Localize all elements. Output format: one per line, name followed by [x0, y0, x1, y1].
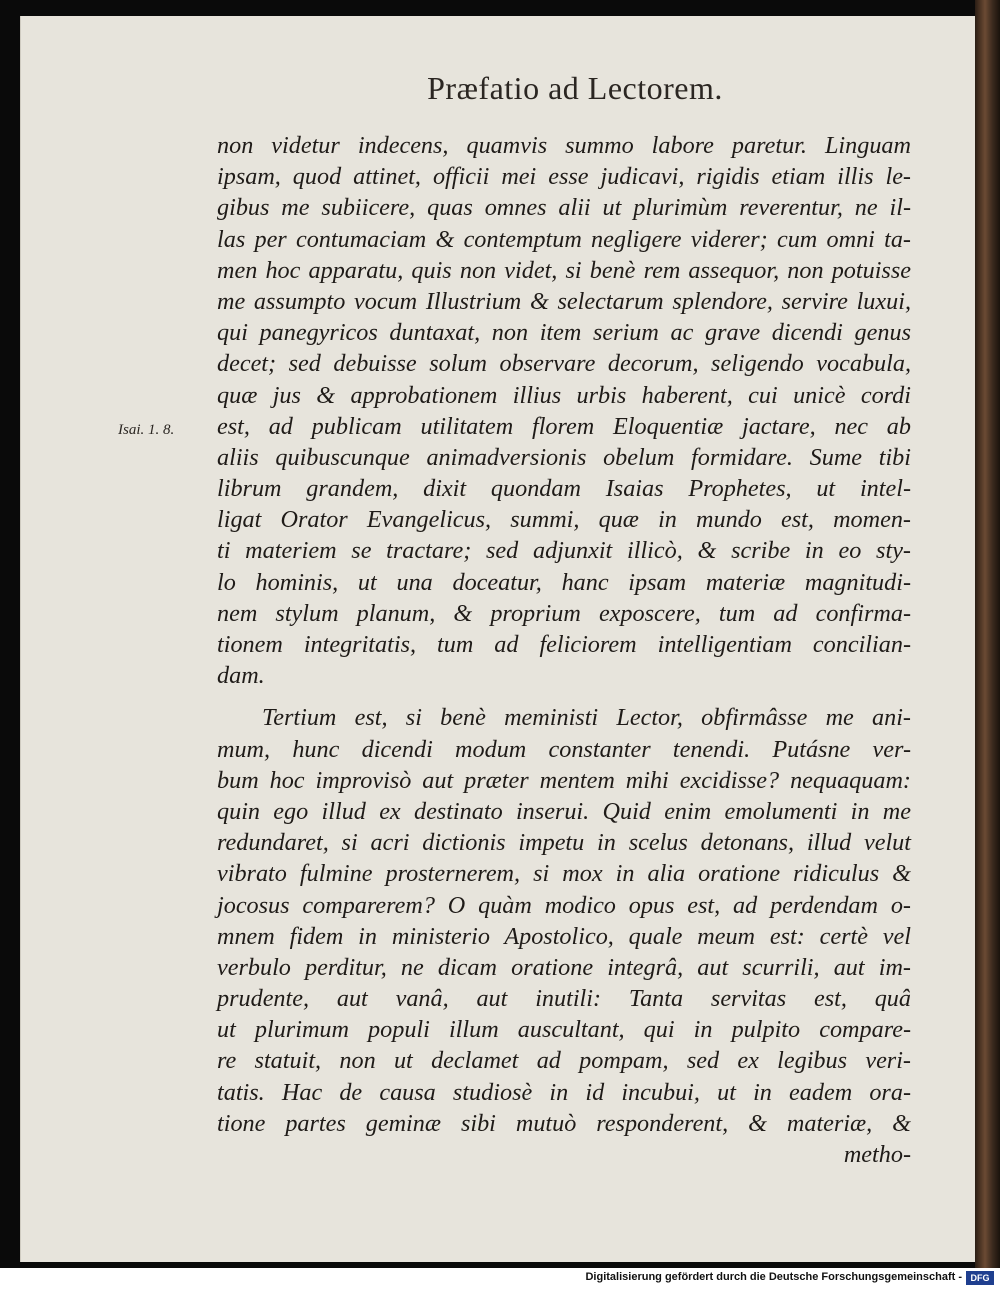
text-line: jocosus comparerem? O quàm modico opus est, ad perdendam o-: [217, 891, 911, 919]
text-line: tionem integritatis, tum ad feliciorem intelligentiam concilian-: [217, 631, 911, 658]
text-line: aliis quibuscunque animadversionis obelum formidare. Sume tibi: [217, 443, 911, 471]
body-text: [217, 130, 911, 1170]
text-line: las per contumaciam & contemptum negligere viderer; cum omni ta-: [217, 225, 911, 253]
text-line: non videtur indecens, quamvis summo labore paretur. Linguam: [217, 132, 911, 159]
text-line: me assumpto vocum Illustrium & selectarum splendore, servire luxui,: [217, 287, 911, 315]
text-line: verbulo perditur, ne dicam oratione integrâ, aut scurrili, aut im-: [217, 953, 911, 981]
text-line: re statuit, non ut declamet ad pompam, sed ex legibus veri-: [217, 1047, 911, 1075]
text-line: vibrato fulmine prosternerem, si mox in alia oratione ridiculus &: [217, 860, 911, 888]
text-line: bum hoc improvisò aut præter mentem mihi excidisse? nequaquam:: [217, 766, 911, 794]
text-line: mnem fidem in ministerio Apostolico, quale meum est: certè vel: [217, 922, 911, 950]
text-line: Tertium est, si benè meministi Lector, obfirmâsse me ani-: [262, 704, 911, 732]
dfg-credit: Digitalisierung gefördert durch die Deutsche Forschungsgemeinschaft -: [585, 1271, 962, 1283]
text-line: redundaret, si acri dictionis impetu in scelus detonans, illud velut: [217, 829, 911, 857]
text-line: tione partes geminæ sibi mutuò responderent, & materiæ, &: [217, 1109, 911, 1137]
text-line: decet; sed debuisse solum observare decorum, seligendo vocabula,: [217, 350, 911, 378]
text-line: dam.: [217, 662, 265, 690]
text-line: librum grandem, dixit quondam Isaias Prophetes, ut intel-: [217, 475, 911, 503]
text-line: ti materiem se tractare; sed adjunxit illicò, & scribe in eo sty-: [217, 537, 911, 565]
margin-note: Isai. 1. 8.: [118, 422, 175, 438]
text-line: nem stylum planum, & proprium exposcere, tum ad confirma-: [217, 599, 911, 627]
text-line: men hoc apparatu, quis non videt, si benè rem assequor, non potuisse: [217, 256, 911, 284]
text-line: gibus me subiicere, quas omnes alii ut plurimùm reverentur, ne il-: [217, 194, 911, 222]
text-line: lo hominis, ut una doceatur, hanc ipsam materiæ magnitudi-: [217, 568, 911, 596]
text-line: prudente, aut vanâ, aut inutili: Tanta servitas est, quâ: [217, 985, 911, 1013]
text-line: mum, hunc dicendi modum constanter tenendi. Putásne ver-: [217, 735, 911, 763]
catchword: metho-: [843, 1141, 911, 1168]
text-line: quæ jus & approbationem illius urbis haberent, cui unicè cordi: [217, 381, 911, 409]
text-line: ut plurimum populi illum auscultant, qui in pulpito compare-: [217, 1016, 911, 1044]
text-line: ligat Orator Evangelicus, summi, quæ in mundo est, momen-: [217, 506, 911, 534]
text-line: ipsam, quod attinet, officii mei esse judicavi, rigidis etiam illis le-: [217, 163, 911, 191]
dfg-logo-icon: DFG: [966, 1271, 994, 1285]
text-line: quin ego illud ex destinato inserui. Quid enim emolumenti in me: [217, 797, 911, 825]
text-line: qui panegyricos duntaxat, non item serium ac grave dicendi genus: [217, 319, 911, 347]
digitization-footer: [0, 1268, 1000, 1289]
book-spine: [975, 0, 1000, 1268]
text-line: est, ad publicam utilitatem florem Eloquentiæ jactare, nec ab: [217, 412, 911, 440]
page-header: Præfatio ad Lectorem.: [427, 70, 723, 106]
text-line: tatis. Hac de causa studiosè in id incubui, ut in eadem ora-: [217, 1078, 911, 1106]
